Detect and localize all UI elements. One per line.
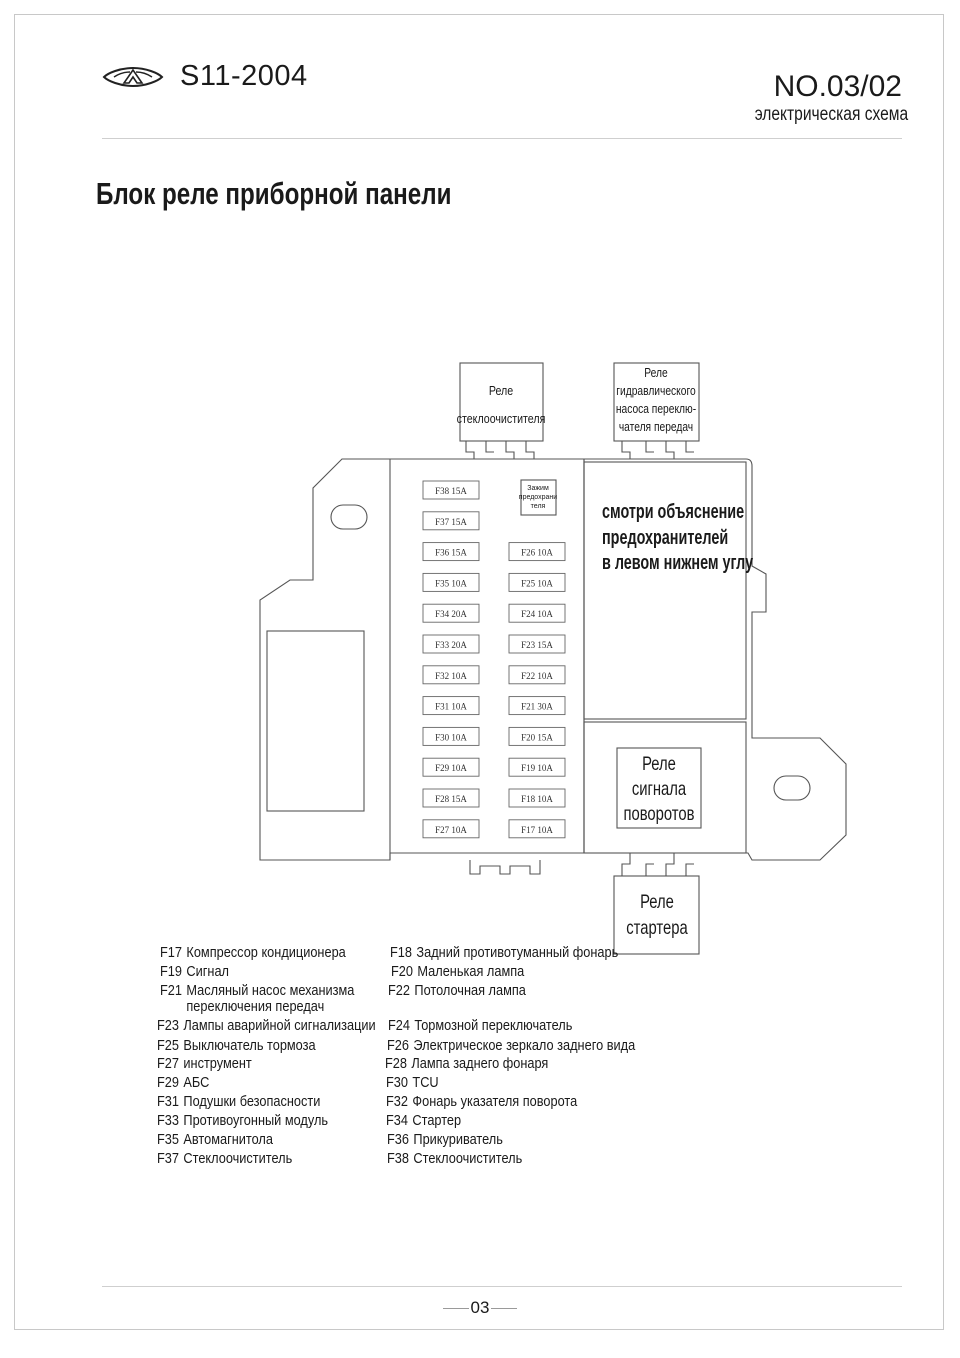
- wiper-relay-label-1: Реле: [488, 382, 514, 399]
- note-line-1: смотри объяснение: [602, 499, 745, 523]
- legend-description: Прикуриватель: [413, 1132, 503, 1148]
- fuse-label: F28 15A: [435, 794, 467, 804]
- legend-item: [387, 1151, 522, 1167]
- starter-relay-pins: [622, 853, 694, 876]
- fuse-label: F24 10A: [521, 609, 553, 620]
- legend-code: F33: [157, 1113, 179, 1129]
- legend-item: [160, 983, 354, 1015]
- legend-code: F37: [157, 1151, 179, 1167]
- fuse-label: F17 10A: [521, 824, 553, 835]
- legend-description: Лампа заднего фонаря: [411, 1056, 549, 1072]
- fuse-label: F25 10A: [521, 578, 553, 589]
- document-number: NO.03/02: [773, 70, 902, 103]
- fuse-label: F18 10A: [521, 794, 553, 804]
- legend-item: [160, 945, 346, 961]
- fuse-label: F26 10A: [521, 547, 553, 558]
- legend-description: инструмент: [183, 1056, 252, 1072]
- legend-code: F31: [157, 1094, 179, 1110]
- legend-code: F29: [157, 1075, 179, 1091]
- hydraulic-relay-label-4: чателя передач: [618, 421, 694, 435]
- legend-code: F25: [157, 1038, 179, 1054]
- legend-code: F28: [385, 1056, 407, 1072]
- legend-item: [157, 1018, 376, 1034]
- legend-description: Подушки безопасности: [183, 1094, 321, 1110]
- wiper-relay-box: [460, 363, 543, 441]
- legend-item: [160, 964, 229, 980]
- legend-description: Задний противотуманный фонарь: [416, 945, 619, 961]
- legend-item: [386, 1075, 439, 1091]
- legend-code: F36: [387, 1132, 409, 1148]
- page-number-row: [0, 1298, 960, 1318]
- hydraulic-relay-label-3: насоса переклю-: [615, 403, 697, 417]
- legend-description: Компрессор кондиционера: [186, 945, 346, 961]
- legend-description: Фонарь указателя поворота: [412, 1094, 578, 1110]
- turn-relay-label-3: поворотов: [623, 803, 695, 825]
- legend-code: F21: [160, 983, 182, 999]
- legend-item: [157, 1056, 252, 1072]
- legend-item: [157, 1075, 209, 1091]
- legend-description: Выключатель тормоза: [183, 1038, 316, 1054]
- fuse-label: F38 15A: [435, 486, 467, 496]
- bottom-connector: [470, 860, 540, 874]
- fuse-label: F31 10A: [435, 701, 467, 712]
- note-line-3: в левом нижнем углу: [602, 550, 754, 574]
- fuse-label: F30 10A: [435, 732, 467, 743]
- fuse-label: F29 10A: [435, 763, 467, 774]
- legend-code: F17: [160, 945, 182, 961]
- starter-relay-label-1: Реле: [640, 891, 674, 913]
- legend-item: [390, 945, 618, 961]
- legend-item: [387, 1132, 503, 1148]
- hydraulic-relay-pins: [622, 441, 694, 459]
- legend-code: F22: [388, 983, 410, 999]
- legend-item: [157, 1113, 328, 1129]
- model-code: S11-2004: [180, 60, 308, 92]
- hydraulic-relay-label-2: гидравлического: [616, 385, 696, 399]
- fuse-label: F36 15A: [435, 547, 467, 558]
- legend-description: Тормозной переключатель: [414, 1018, 573, 1034]
- legend-item: [157, 1151, 292, 1167]
- mount-hole-left: [331, 505, 367, 529]
- starter-relay-box: [614, 876, 699, 954]
- fuse-label: F27 10A: [435, 824, 467, 835]
- legend-description: Противоугонный модуль: [183, 1113, 329, 1129]
- legend-code: F20: [391, 964, 413, 980]
- legend-description: Стеклоочиститель: [183, 1151, 293, 1167]
- legend-code: F35: [157, 1132, 179, 1148]
- fuse-label: F32 10A: [435, 670, 467, 681]
- legend-item: [157, 1094, 320, 1110]
- wiper-relay-label-2: стеклоочистителя: [456, 410, 546, 427]
- legend-item: [388, 1018, 572, 1034]
- legend-item: [386, 1113, 461, 1129]
- legend-item: [157, 1132, 273, 1148]
- clamp-label-2: предохрани: [518, 494, 558, 501]
- hydraulic-relay-label-1: Реле: [644, 367, 668, 381]
- left-panel: [267, 631, 364, 811]
- fuse-label: F33 20A: [435, 640, 467, 650]
- fuse-label: F21 30A: [521, 701, 553, 712]
- footer-divider: [102, 1286, 902, 1287]
- fuse-label: F35 10A: [435, 578, 467, 589]
- fuse-label: F19 10A: [521, 763, 553, 774]
- page-title: Блок реле приборной панели: [96, 176, 452, 211]
- fuse-label: F23 15A: [521, 640, 553, 650]
- legend-description: АБС: [183, 1075, 210, 1091]
- legend-item: [386, 1094, 577, 1110]
- legend-description: Сигнал: [186, 964, 229, 980]
- legend-description: Потолочная лампа: [414, 983, 526, 999]
- legend-item: [385, 1056, 548, 1072]
- legend-code: F27: [157, 1056, 179, 1072]
- clamp-label-3: теля: [530, 503, 546, 510]
- legend-description: Лампы аварийной сигнализации: [183, 1018, 376, 1034]
- legend-description: Стартер: [412, 1113, 462, 1129]
- legend-description: Масляный насос механизма переключения передач: [186, 983, 355, 1015]
- legend-item: [391, 964, 524, 980]
- legend-description: Маленькая лампа: [417, 964, 525, 980]
- legend-description: Стеклоочиститель: [413, 1151, 523, 1167]
- legend-description: TCU: [412, 1075, 439, 1091]
- turn-relay-label-2: сигнала: [631, 778, 687, 800]
- fuse-group: [423, 481, 565, 838]
- legend-description: Автомагнитола: [183, 1132, 273, 1148]
- legend-item: [157, 1038, 316, 1054]
- document-type: электрическая схема: [754, 104, 908, 125]
- legend-item: [387, 1038, 635, 1054]
- starter-relay-label-2: стартера: [626, 917, 688, 939]
- legend-code: F23: [157, 1018, 179, 1034]
- page-number: 03: [470, 1298, 490, 1317]
- fuse-label: F34 20A: [435, 609, 467, 620]
- legend-description: Электрическое зеркало заднего вида: [413, 1038, 636, 1054]
- legend-code: F30: [386, 1075, 408, 1091]
- note-line-2: предохранителей: [602, 525, 729, 549]
- legend-code: F38: [387, 1151, 409, 1167]
- clamp-label-1: Зажим: [527, 485, 549, 492]
- wiper-relay-pins: [466, 441, 534, 459]
- legend-code: F32: [386, 1094, 408, 1110]
- fuse-label: F20 15A: [521, 732, 553, 743]
- fuse-label: F37 15A: [435, 516, 467, 527]
- fuse-label: F22 10A: [521, 670, 553, 681]
- legend-code: F26: [387, 1038, 409, 1054]
- legend-code: F19: [160, 964, 182, 980]
- legend-code: F18: [390, 945, 412, 961]
- legend-item: [388, 983, 526, 999]
- turn-relay-label-1: Реле: [642, 753, 676, 775]
- legend-code: F34: [386, 1113, 408, 1129]
- legend-code: F24: [388, 1018, 410, 1034]
- mount-hole-right: [774, 776, 810, 800]
